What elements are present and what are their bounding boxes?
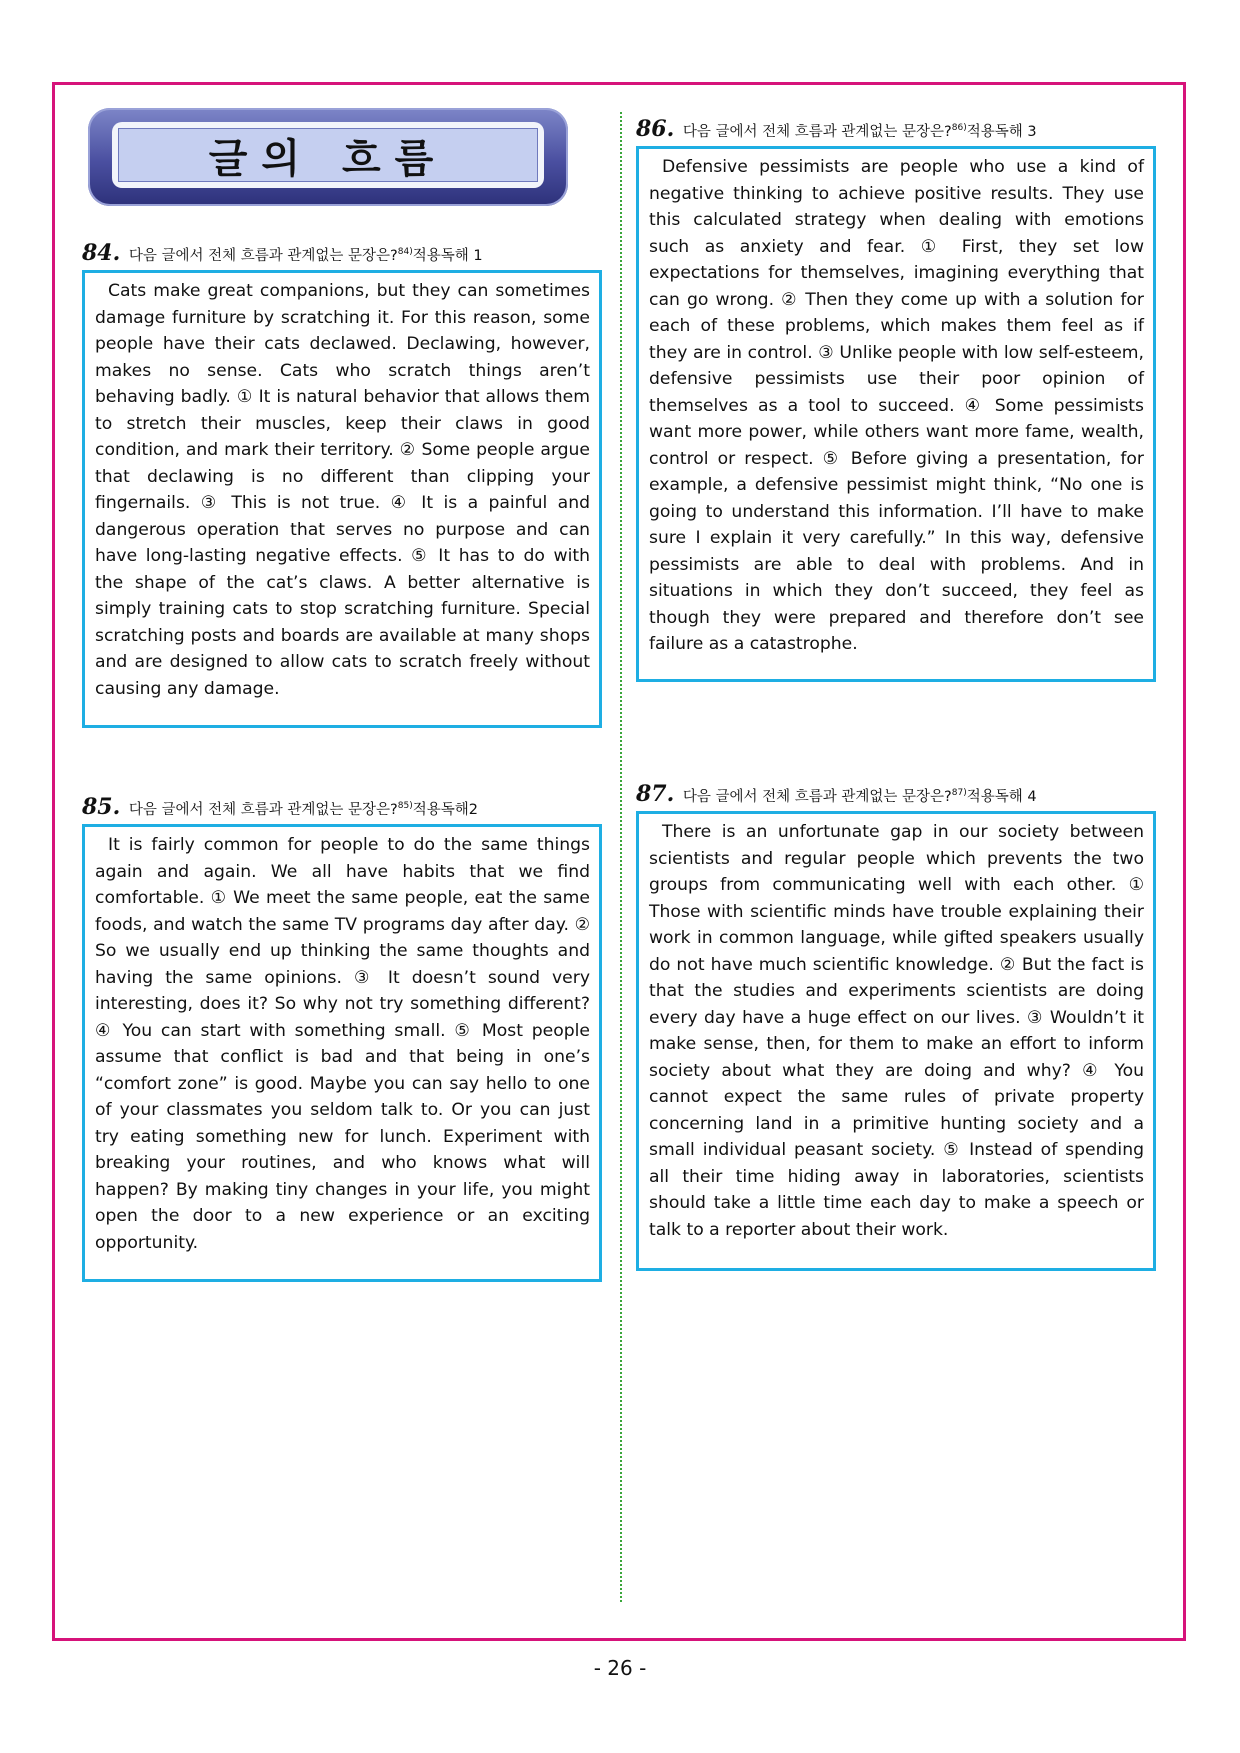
- question-number: 86.: [636, 116, 675, 142]
- question-footnote: 87): [951, 788, 967, 799]
- question-85-header: [82, 794, 478, 820]
- question-87-header: [636, 781, 1037, 807]
- section-title-plate: [112, 122, 544, 188]
- question-87-passage-box: [636, 811, 1156, 1271]
- question-84-passage-box: [82, 270, 602, 728]
- question-footnote: 84): [397, 247, 413, 258]
- question-85-passage-box: [82, 824, 602, 1282]
- question-prompt: 다음 글에서 전체 흐름과 관계없는 문장은?: [682, 124, 952, 140]
- section-title-banner: [88, 108, 568, 206]
- question-86-passage-box: [636, 146, 1156, 682]
- question-source: 적용독해 3: [966, 124, 1037, 140]
- question-prompt: 다음 글에서 전체 흐름과 관계없는 문장은?: [128, 248, 398, 264]
- page-number: - 26 -: [593, 1656, 647, 1680]
- question-number: 84.: [82, 240, 121, 266]
- question-source: 적용독해 4: [966, 789, 1037, 805]
- question-87-passage: There is an unfortunate gap in our society between scientists and regular people which prevents the two groups from communicating well with each other. ① Those with scientific minds have trouble explaining their work in common language, while gifted speakers usually do not have much scientific knowledge. ② But the fact is that the studies and experiments scientists are doing every day have a huge effect on our lives. ③ Wouldn’t it make sense, then, for them to make an effort to inform society about what they are doing and why? ④ You cannot expect the same rules of private property concerning land in a primitive hunting society and a small individual peasant society. ⑤ Instead of spending all their time hiding away in laboratories, scientists should take a little time each day to make a speech or talk to a reporter about their work.: [649, 822, 1144, 1240]
- question-number: 85.: [82, 794, 121, 820]
- question-footnote: 85): [397, 801, 413, 812]
- question-source: 적용독해 1: [412, 248, 483, 264]
- question-85-passage: It is fairly common for people to do the same things again and again. We all have habits that we find comfortable. ① We meet the same people, eat the same foods, and watch the same TV programs day after day. ② So we usually end up thinking the same thoughts and having the same opinions. ③ It doesn’t sound very interesting, does it? So why not try something different? ④ You can start with something small. ⑤ Most people assume that conflict is bad and that being in one’s “comfort zone” is good. Maybe you can say hello to one of your classmates you seldom talk to. Or you can just try eating something new for lunch. Experiment with breaking your routines, and who knows what will happen? By making tiny changes in your life, you might open the door to a new experience or an exciting opportunity.: [95, 835, 590, 1253]
- question-84-passage: Cats make great companions, but they can sometimes damage furniture by scratching it. For this reason, some people have their cats declawed. Declawing, however, makes no sense. Cats who scratch things aren’t behaving badly. ① It is natural behavior that allows them to stretch their muscles, keep their claws in good condition, and mark their territory. ② Some people argue that declawing is no different than clipping your fingernails. ③ This is not true. ④ It is a painful and dangerous operation that serves no purpose and can have long-lasting negative effects. ⑤ It has to do with the shape of the cat’s claws. A better alternative is simply training cats to stop scratching furniture. Special scratching posts and boards are available at many shops and are designed to allow cats to scratch freely without causing any damage.: [95, 281, 590, 699]
- question-source: 적용독해2: [412, 802, 478, 818]
- column-divider: [620, 112, 622, 1602]
- question-prompt: 다음 글에서 전체 흐름과 관계없는 문장은?: [682, 789, 952, 805]
- question-86-passage: Defensive pessimists are people who use a kind of negative thinking to achieve positive results. They use this calculated strategy when dealing with emotions such as anxiety and fear. ① First, they set low expectations for themselves, imagining everything that can go wrong. ② Then they come up with a solution for each of these problems, which makes them feel as if they are in control. ③ Unlike people with low self-esteem, defensive pessimists use their poor opinion of themselves as a tool to succeed. ④ Some pessimists want more power, while others want more fame, wealth, control or respect. ⑤ Before giving a presentation, for example, a defensive pessimist might think, “No one is going to understand this information. I’ll have to make sure I explain it very carefully.” In this way, defensive pessimists are able to deal with problems. And in situations in which they don’t succeed, they feel as though they were prepared and therefore don’t see failure as a catastrophe.: [649, 157, 1144, 654]
- section-title: 글의 흐름: [208, 135, 448, 182]
- question-84-header: [82, 240, 483, 266]
- question-86-header: [636, 116, 1037, 142]
- question-prompt: 다음 글에서 전체 흐름과 관계없는 문장은?: [128, 802, 398, 818]
- question-number: 87.: [636, 781, 675, 807]
- section-title-face: [118, 128, 538, 182]
- question-footnote: 86): [951, 123, 967, 134]
